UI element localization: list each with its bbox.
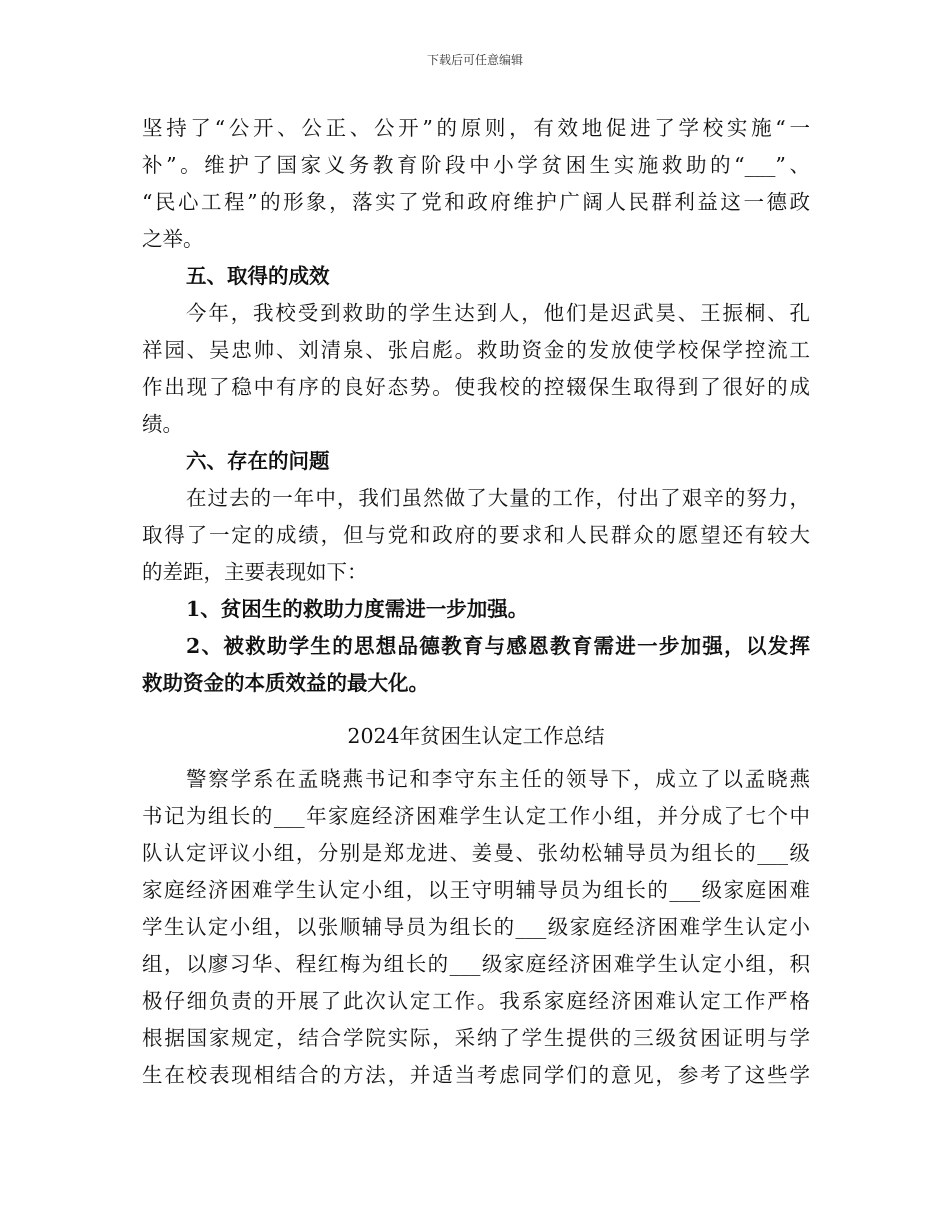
document-title: 2024年贫困生认定工作总结 <box>347 724 605 748</box>
text-line: 在过去的一年中，我们虽然做了大量的工作，付出了艰辛的努力， <box>186 486 810 510</box>
section-problems <box>142 443 810 702</box>
text-line: 队认定评议小组，分别是郑龙进、姜曼、张幼松辅导员为组长的___级 <box>142 841 810 865</box>
paragraph-principles <box>142 110 810 258</box>
text-line: 的差距，主要表现如下： <box>142 560 368 584</box>
problem-point: 1、贫困生的救助力度需进一步加强。 <box>186 597 529 621</box>
text-line: “民心工程”的形象，落实了党和政府维护广阔人民群利益这一德政 <box>142 190 810 214</box>
text-line: 警察学系在孟晓燕书记和李守东主任的领导下，成立了以孟晓燕 <box>186 767 810 791</box>
paragraph-summary <box>142 761 810 1094</box>
text-line: 书记为组长的___年家庭经济困难学生认定工作小组，并分成了七个中 <box>142 804 810 828</box>
text-line: 学生认定小组，以张顺辅导员为组长的___级家庭经济困难学生认定小 <box>142 915 810 939</box>
text-line: 家庭经济困难学生认定小组，以王守明辅导员为组长的___级家庭困难 <box>142 878 810 902</box>
text-line: 生在校表现相结合的方法，并适当考虑同学们的意见，参考了这些学 <box>142 1063 810 1087</box>
section-achievements <box>142 258 810 443</box>
section-heading: 五、取得的成效 <box>186 264 330 288</box>
text-line: 祥园、吴忠帅、刘清泉、张启彪。救助资金的发放使学校保学控流工 <box>142 338 810 362</box>
text-line: 绩。 <box>142 412 183 436</box>
text-line: 之举。 <box>142 227 204 251</box>
text-line: 极仔细负责的开展了此次认定工作。我系家庭经济困难认定工作严格 <box>142 989 810 1013</box>
text-line: 坚持了“公开、公正、公开”的原则，有效地促进了学校实施“一 <box>142 116 810 140</box>
page-header: 下载后可任意编辑 <box>426 53 523 67</box>
text-line: 补”。维护了国家义务教育阶段中小学贫困生实施救助的“___”、 <box>142 153 810 177</box>
text-line: 作出现了稳中有序的良好态势。使我校的控辍保生取得到了很好的成 <box>142 375 810 399</box>
section-heading: 六、存在的问题 <box>186 449 330 473</box>
text-line: 取得了一定的成绩，但与党和政府的要求和人民群众的愿望还有较大 <box>142 523 810 547</box>
text-line: 组，以廖习华、程红梅为组长的___级家庭经济困难学生认定小组，积 <box>142 952 810 976</box>
problem-point: 救助资金的本质效益的最大化。 <box>142 671 429 695</box>
text-line: 根据国家规定，结合学院实际，采纳了学生提供的三级贫困证明与学 <box>142 1026 810 1050</box>
document-body <box>142 110 810 1094</box>
problem-point: 2、被救助学生的思想品德教育与感恩教育需进一步加强，以发挥 <box>186 634 810 658</box>
text-line: 今年，我校受到救助的学生达到人，他们是迟武昊、王振桐、孔 <box>186 301 810 325</box>
